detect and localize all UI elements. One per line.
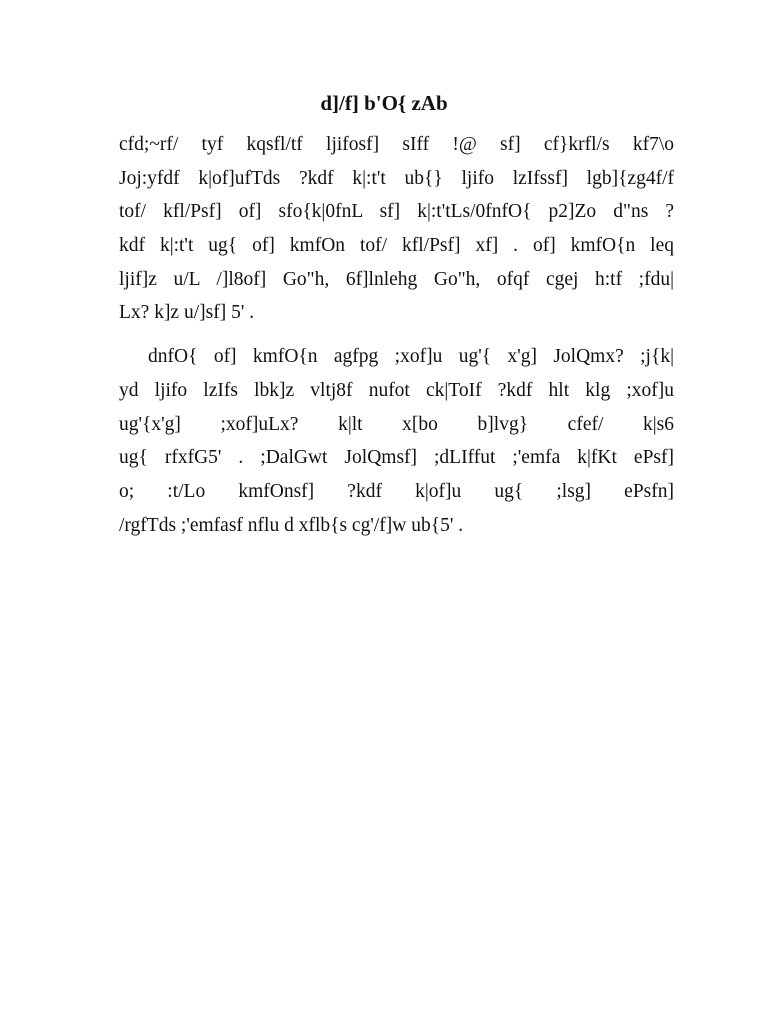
- paragraph-line: ljif]z u/L /]l8of] Go"h, 6f]lnlehg Go"h, ofqf cgej h:tf ;fdu|: [119, 268, 674, 290]
- paragraph-line: ug'{x'g] ;xof]uLx? k|lt x[bo b]lvg} cfef/ k|s6: [119, 413, 674, 435]
- paragraph-line: /rgfTds ;'emfasf nflu d xflb{s cg'/f]w ub{5' .: [119, 514, 464, 536]
- paragraph-line: ug{ rfxfG5' . ;DalGwt JolQmsf] ;dLIffut ;'emfa k|fKt ePsf]: [119, 447, 674, 469]
- document-title: d]/f] b'O{ zAb: [320, 91, 448, 115]
- paragraph-line: tof/ kfl/Psf] of] sfo{k|0fnL sf] k|:t'tLs/0fnfO{ p2]Zo d"ns ?: [119, 201, 674, 223]
- paragraph-line: dnfO{ of] kmfO{n agfpg ;xof]u ug'{ x'g] JolQmx? ;j{k|: [148, 346, 674, 368]
- paragraph-line: o; :t/Lo kmfOnsf] ?kdf k|of]u ug{ ;lsg] ePsfn]: [119, 480, 674, 502]
- paragraph-2: [119, 340, 674, 542]
- paragraph-line: cfd;~rf/ tyf kqsfl/tf ljifosf] sIff !@ sf] cf}krfl/s kf7\o: [119, 134, 674, 155]
- paragraph-1: [119, 128, 674, 330]
- paragraph-line: yd ljifo lzIfs lbk]z vltj8f nufot ck|ToIf ?kdf hlt klg ;xof]u: [119, 379, 674, 401]
- paragraph-line: Joj:yfdf k|of]ufTds ?kdf k|:t't ub{} ljifo lzIfssf] lgb]{zg4f/f: [119, 167, 674, 189]
- document-body: [119, 128, 674, 542]
- paragraph-line: Lx? k]z u/]sf] 5' .: [119, 302, 255, 324]
- paragraph-line: kdf k|:t't ug{ of] kmfOn tof/ kfl/Psf] xf] . of] kmfO{n leq: [119, 235, 674, 257]
